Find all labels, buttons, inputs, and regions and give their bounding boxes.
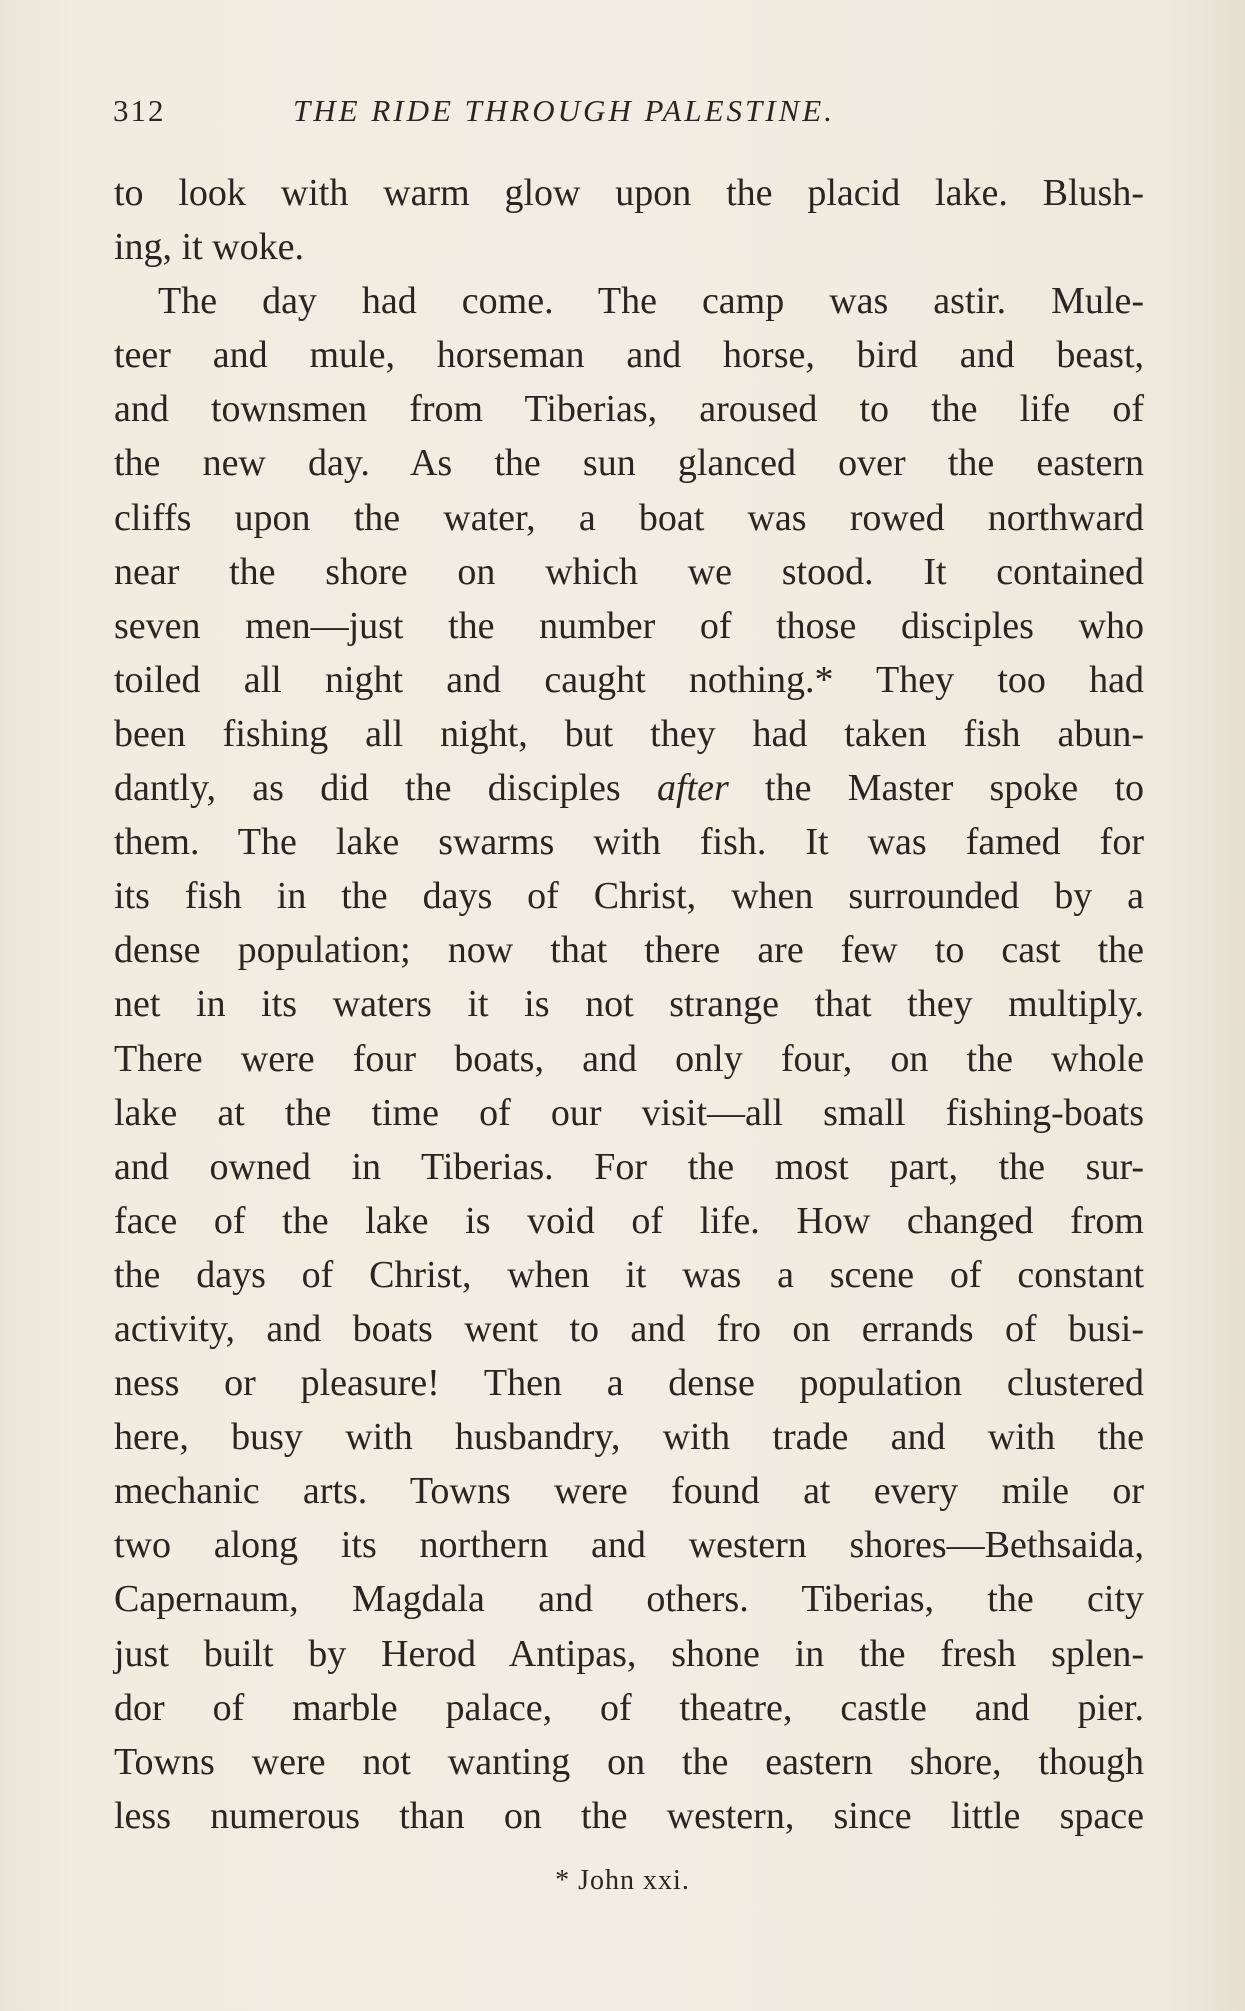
footnote: * John xxi. (555, 1865, 690, 1896)
emphasized-word: after (656, 767, 729, 810)
text-line: cliffs upon the water, a boat was rowed northward (114, 496, 1144, 539)
text-line: net in its waters it is not strange that they multiply. (114, 983, 1144, 1026)
text-line: been fishing all night, but they had taken fish abun- (114, 712, 1144, 755)
text-line: to look with warm glow upon the placid lake. Blush- (114, 172, 1144, 214)
running-title: THE RIDE THROUGH PALESTINE. (293, 93, 835, 128)
text-line: the days of Christ, when it was a scene of constant (114, 1253, 1144, 1296)
text-line: mechanic arts. Towns were found at every mile or (114, 1470, 1144, 1513)
text-line: activity, and boats went to and fro on errands of busi- (114, 1307, 1144, 1350)
text-line: the new day. As the sun glanced over the eastern (114, 442, 1144, 485)
text-line: here, busy with husbandry, with trade and with the (114, 1416, 1144, 1459)
text-line: lake at the time of our visit—all small fishing-boats (114, 1091, 1144, 1134)
text-line: ness or pleasure! Then a dense population clustered (114, 1362, 1144, 1405)
text-line: its fish in the days of Christ, when surrounded by a (114, 875, 1144, 918)
body-text (114, 166, 1144, 1843)
text-line: less numerous than on the western, since little space (114, 1794, 1144, 1837)
text-line: The day had come. The camp was astir. Mule- (158, 280, 1144, 323)
text-line: Capernaum, Magdala and others. Tiberias, the city (114, 1578, 1144, 1621)
text-line: two along its northern and western shores—Bethsaida, (114, 1524, 1144, 1567)
text-line: and owned in Tiberias. For the most part, the sur- (114, 1145, 1144, 1188)
text-segment: the Master spoke to (728, 767, 1144, 810)
text-line: them. The lake swarms with fish. It was famed for (114, 821, 1144, 864)
page-header (113, 93, 1143, 137)
text-line: just built by Herod Antipas, shone in the fresh splen- (114, 1632, 1144, 1675)
text-segment: dantly, as did the disciples (114, 767, 657, 810)
text-line: dor of marble palace, of theatre, castle and pier. (114, 1686, 1144, 1729)
text-line-with-emphasis (114, 761, 1144, 815)
text-line: ing, it woke. (114, 226, 304, 269)
text-line: Towns were not wanting on the eastern shore, though (114, 1740, 1144, 1783)
text-line: near the shore on which we stood. It contained (114, 550, 1144, 593)
page-number: 312 (113, 93, 166, 128)
text-line: There were four boats, and only four, on the whole (114, 1037, 1144, 1080)
text-line: face of the lake is void of life. How changed from (114, 1199, 1144, 1242)
text-line: seven men—just the number of those disciples who (114, 604, 1144, 647)
text-line: teer and mule, horseman and horse, bird and beast, (114, 334, 1144, 377)
text-line: and townsmen from Tiberias, aroused to the life of (114, 388, 1144, 431)
text-line: dense population; now that there are few to cast the (114, 929, 1144, 972)
text-line: toiled all night and caught nothing.* They too had (114, 658, 1144, 701)
